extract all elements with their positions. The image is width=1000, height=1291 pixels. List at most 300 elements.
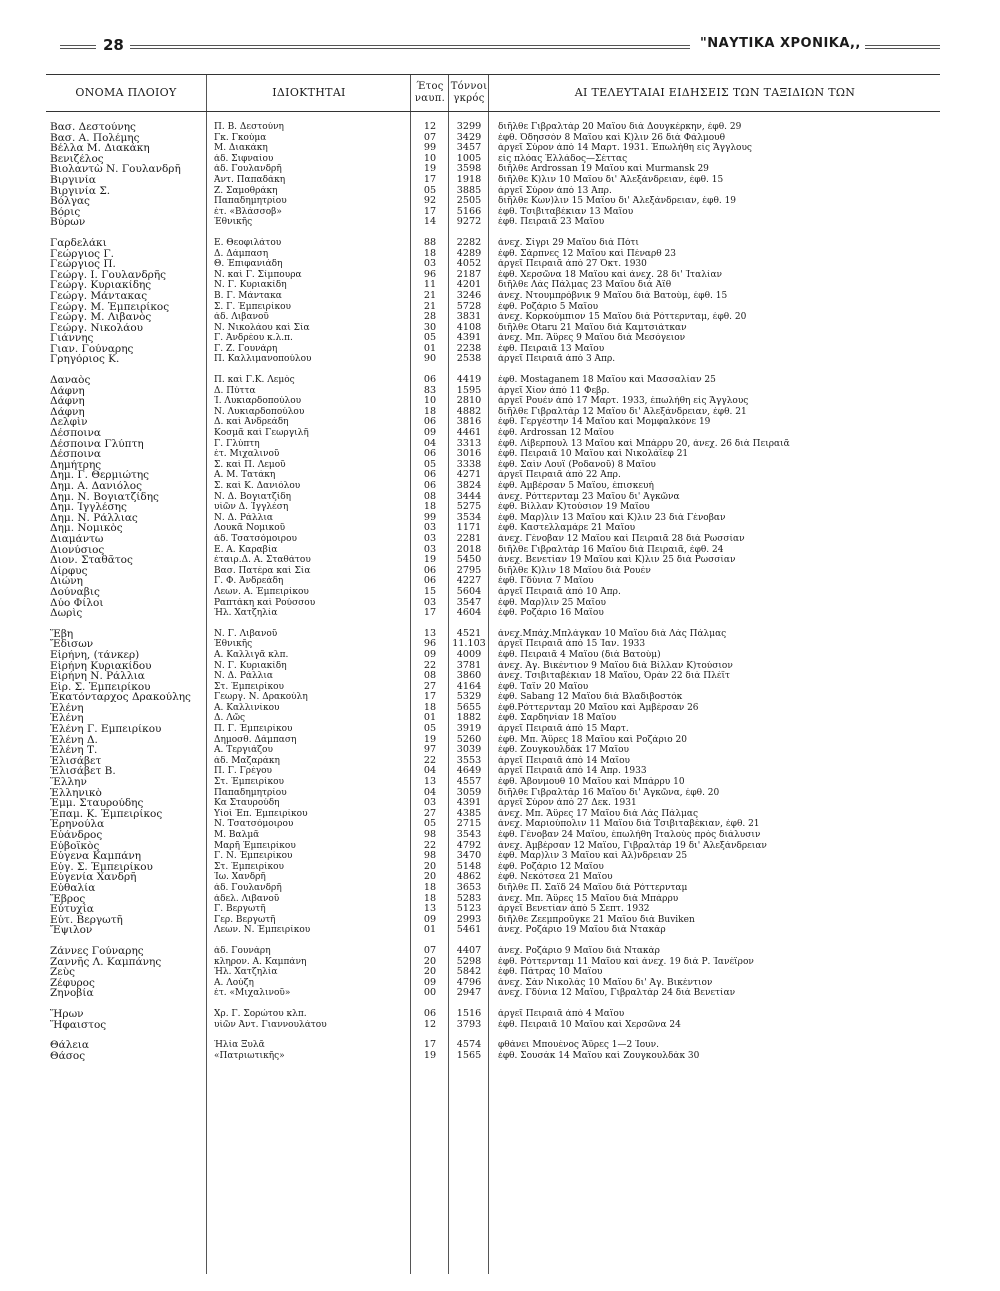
gross-tons: 5275 xyxy=(456,502,482,513)
gross-tons: 4108 xyxy=(456,322,482,333)
build-year: 13 xyxy=(423,628,437,639)
ship-owner: Ε. Α. Καραβία xyxy=(214,544,278,555)
voyage-news: ἐφθ. Πειραιᾶ 13 Μαΐου xyxy=(498,343,605,354)
table-row xyxy=(46,629,940,640)
build-year: 03 xyxy=(423,798,437,809)
table-row xyxy=(46,396,940,407)
table-row xyxy=(46,576,940,587)
ship-name: Εὐτ. Βεργωτῆ xyxy=(50,914,123,926)
table-row xyxy=(46,713,940,724)
ship-name: Ἑλένη xyxy=(50,713,84,725)
build-year: 08 xyxy=(423,671,437,682)
voyage-news: ἀνεχ. Ντουμπρόβνικ 9 Μαΐου διὰ Βατοὺμ, ἐφθ. 15 xyxy=(498,290,728,301)
table-row xyxy=(46,302,940,313)
voyage-news: ἐφθ. Ροζάριο 16 Μαΐου xyxy=(498,608,604,619)
gross-tons: 4419 xyxy=(456,375,482,386)
ship-name: Ἔδισων xyxy=(50,639,94,650)
build-year: 90 xyxy=(423,354,437,365)
gross-tons: 3598 xyxy=(456,164,482,175)
ship-owner: Ν. Γ. Λιβανοῦ xyxy=(214,628,278,639)
build-year: 10 xyxy=(423,153,437,164)
ship-owner: Λεων. Α. Ἐμπειρίκου xyxy=(214,586,309,597)
ship-owner: Π. Β. Δεστούνη xyxy=(214,122,284,132)
gross-tons: 2810 xyxy=(456,396,482,407)
table-row xyxy=(46,587,940,598)
gross-tons: 4227 xyxy=(456,576,482,587)
ship-owner: Κα Σταυρούδη xyxy=(214,798,280,809)
table-row xyxy=(46,988,940,999)
gross-tons: 5728 xyxy=(456,301,482,312)
ship-owner: Α. Τεργιάζου xyxy=(214,745,273,756)
ship-name: Εὐγενία Χανδρῆ xyxy=(50,872,137,883)
gross-tons: 4796 xyxy=(456,977,482,988)
voyage-news: ἐφθ. Ρόττερνταμ 11 Μαΐου καὶ ἀνεχ. 19 διὰ Ρ. Ἰανέϊρον xyxy=(498,956,754,967)
build-year: 18 xyxy=(423,702,437,713)
voyage-news: ἀργεῖ Πειραιᾶ ἀπὸ 10 Ἀπρ. xyxy=(498,586,621,597)
ship-owner: Ἰω. Χανδρῆ xyxy=(214,872,266,883)
table-row xyxy=(46,312,940,323)
ship-name: Ἥφαιστος xyxy=(50,1019,107,1031)
ship-name: Ἐλισάβετ Β. xyxy=(50,766,116,778)
table-row xyxy=(46,460,940,471)
ship-group xyxy=(46,629,940,936)
ship-name: Ἔψιλον xyxy=(50,925,93,936)
ship-name: Δελφὶν xyxy=(50,417,88,429)
table-row xyxy=(46,280,940,291)
table-row xyxy=(46,249,940,260)
ship-name: Θάσος xyxy=(50,1050,86,1062)
gross-tons: 2993 xyxy=(456,914,482,925)
voyage-news: ἀργεῖ Πειραιᾶ ἀπὸ 4 Μαΐου xyxy=(498,1008,625,1019)
ship-name: Γεώργ. Ι. Γουλανδρῆς xyxy=(50,269,167,281)
ship-name: Βασ. Δεστούνης xyxy=(50,122,136,133)
ship-name: Δημ. Γ. Θερμιώτης xyxy=(50,470,150,481)
build-year: 15 xyxy=(423,586,437,597)
voyage-news: ἐφθ. Ἄβονμουθ 10 Μαΐου καὶ Μπάρρυ 10 xyxy=(498,777,685,788)
ship-owner: Γκ. Γκούμα xyxy=(214,132,267,143)
ship-name: Εἰρ. Σ. Ἐμπειρίκου xyxy=(50,681,151,693)
ship-name: Δέσποινα xyxy=(50,428,102,439)
table-row xyxy=(46,417,940,428)
voyage-news: ἀργεῖ Σύρον ἀπὸ 14 Μαρτ. 1931. Ἐπωλήθη εἰς Ἄγγλους xyxy=(498,143,752,154)
ship-name: Εὐάνδρος xyxy=(50,830,103,841)
voyage-news: ἐφθ. Mostaganem 18 Μαΐου καὶ Μασσαλίαν 25 xyxy=(498,375,716,386)
build-year: 20 xyxy=(423,861,437,872)
build-year: 05 xyxy=(423,724,437,735)
voyage-news: ἀνεχ. Μπ. Ἄϋρες 9 Μαΐου διὰ Μεσόγειον xyxy=(498,333,686,344)
gross-tons: 4604 xyxy=(456,608,482,619)
column-header-news: ΑΙ ΤΕΛΕΥΤΑΙΑΙ ΕΙΔΗΣΕΙΣ ΤΩΝ ΤΑΞΙΔΙΩΝ ΤΩΝ xyxy=(574,86,856,99)
ship-owner: ἑτ. «Μιχαλινοῦ» xyxy=(214,988,291,999)
voyage-news: ἐφθ. Τσιβιταβέκιαν 13 Μαΐου xyxy=(498,206,634,217)
page-header xyxy=(60,36,940,58)
ship-name: Ἑλένη xyxy=(50,702,84,714)
ship-owner: Δημοσθ. Δάμπαση xyxy=(214,734,297,745)
gross-tons: 3016 xyxy=(456,449,482,460)
ship-name: Δούναβις xyxy=(50,586,100,598)
voyage-news: διῆλθε Κ)λιν 18 Μαΐου διὰ Ρουὲν xyxy=(498,565,651,576)
table-row xyxy=(46,133,940,144)
table-row xyxy=(46,692,940,703)
voyage-news: ἐφθ. Πάτρας 10 Μαΐου xyxy=(498,967,603,978)
gross-tons: 4271 xyxy=(456,470,482,481)
table-row xyxy=(46,428,940,439)
build-year: 06 xyxy=(423,375,437,386)
table-row xyxy=(46,894,940,905)
ship-name: Διον. Σταθᾶτος xyxy=(50,555,133,566)
gross-tons: 3313 xyxy=(456,438,482,449)
voyage-news: ἀργεῖ Πειραιᾶ ἀπὸ 27 Ὀκτ. 1930 xyxy=(498,259,647,270)
ship-name: Διονύσιος xyxy=(50,544,105,556)
ship-owner: Ν. Νικολάου καὶ Σία xyxy=(214,322,310,333)
ship-owner: ἀδ. Λιβανοῦ xyxy=(214,312,269,323)
table-row xyxy=(46,766,940,777)
ship-owner: Π. Γ. Γρέγου xyxy=(214,766,273,777)
ship-owner: Α. Καλλιγᾶ κλπ. xyxy=(214,649,289,660)
table-row xyxy=(46,978,940,989)
ship-owner: Μ. Διακάκη xyxy=(214,143,268,154)
ship-owner: Στ. Ἐμπειρίκου xyxy=(214,861,285,872)
table-row xyxy=(46,217,940,228)
gross-tons: 2187 xyxy=(456,269,482,280)
build-year: 01 xyxy=(423,713,437,724)
page-number: 28 xyxy=(103,36,124,54)
ship-owner: Ν. Δ. Ράλλια xyxy=(214,512,273,523)
ship-name: Βόρις xyxy=(50,206,81,218)
voyage-news: ἀργεῖ Βενετίαν ἀπὸ 5 Σεπτ. 1932 xyxy=(498,904,650,915)
build-year: 83 xyxy=(423,385,437,396)
ship-name: Ἑλληνικὸ xyxy=(50,787,102,799)
voyage-news: ἐφθ. Σαρδηνίαν 18 Μαΐου xyxy=(498,713,617,724)
ship-owner: ἀδ. Μαζαράκη xyxy=(214,755,280,766)
gross-tons: 2238 xyxy=(456,343,482,354)
gross-tons: 5604 xyxy=(456,586,482,597)
build-year: 97 xyxy=(423,745,437,756)
ship-owner: Μαρῆ Ἐμπειρίκου xyxy=(214,840,296,851)
voyage-news: ἐφθ. Γένοβαν 24 Μαΐου, ἐπωλήθη Ἰταλοὺς πρὸς διάλυσιν xyxy=(498,830,761,840)
ship-name: Δημ. Ν. Βογιατζίδης xyxy=(50,491,159,503)
ship-owner: Π. Γ. Ἐμπειρίκου xyxy=(214,724,293,735)
ship-owner: Ἰ. Λυκιαρδοπούλου xyxy=(214,396,302,407)
table-row xyxy=(46,967,940,978)
build-year: 18 xyxy=(423,893,437,904)
voyage-news: διῆλθε Γιβραλτὰρ 16 Μαΐου δι' Ἀγκῶνα, ἐφθ. 20 xyxy=(498,787,720,798)
table-row xyxy=(46,671,940,682)
table-row xyxy=(46,788,940,799)
ship-owner: Μ. Βαλμᾶ xyxy=(214,830,260,840)
ship-name: Γεώργιος Π. xyxy=(50,259,116,270)
voyage-news: ἀργεῖ Πειραιᾶ ἀπὸ 14 Μαΐου xyxy=(498,755,630,766)
voyage-news: ἐφθ. Ταΐν 20 Μαΐου xyxy=(498,681,589,692)
voyage-news: ἐφθ. Πειραιᾶ 10 Μαΐου καὶ Νικολάϊεφ 21 xyxy=(498,449,689,460)
build-year: 18 xyxy=(423,248,437,259)
table-row xyxy=(46,851,940,862)
ship-owner: Λουκᾶ Νομικοῦ xyxy=(214,523,286,534)
ship-owner: Α. Λούζη xyxy=(214,977,254,988)
ship-owner: Γ. Βεργωτῆ xyxy=(214,904,266,915)
build-year: 06 xyxy=(423,449,437,460)
voyage-news: ἀργεῖ Σύρον ἀπὸ 27 Δεκ. 1931 xyxy=(498,798,637,809)
gross-tons: 2018 xyxy=(456,544,482,555)
gross-tons: 3429 xyxy=(456,132,482,143)
voyage-news: ἐφθ. Γεργέστην 14 Μαΐου καὶ Μομφαλκόνε 19 xyxy=(498,417,711,428)
table-row xyxy=(46,872,940,883)
build-year: 05 xyxy=(423,459,437,470)
table-header xyxy=(46,74,940,112)
table-row xyxy=(46,270,940,281)
table-row xyxy=(46,745,940,756)
ship-owner: υἱῶν Ἀντ. Γιαννουλάτου xyxy=(214,1019,327,1030)
table-row xyxy=(46,661,940,672)
table-row xyxy=(46,1020,940,1031)
ship-owner: Σ. καὶ Π. Λεμοῦ xyxy=(214,459,286,470)
voyage-news: ἀνεχ. Μπ. Ἄϋρες 17 Μαΐου διὰ Λὰς Πάλμας xyxy=(498,808,699,819)
ship-name: Ἐρηνούλα xyxy=(50,819,105,830)
voyage-news: ἐφθ. Sabang 12 Μαΐου διὰ Βλαδιβοστόκ xyxy=(498,692,683,703)
voyage-news: ἀργεῖ Χίον ἀπὸ 11 Φεβρ. xyxy=(498,385,610,396)
table-row xyxy=(46,534,940,545)
gross-tons: 3816 xyxy=(456,417,482,428)
build-year: 99 xyxy=(423,143,437,154)
build-year: 06 xyxy=(423,481,437,491)
gross-tons: 4052 xyxy=(456,259,482,270)
build-year: 06 xyxy=(423,1008,437,1019)
gross-tons: 4792 xyxy=(456,840,482,851)
table-row xyxy=(46,809,940,820)
table-row xyxy=(46,883,940,894)
ship-name: Θάλεια xyxy=(50,1040,90,1051)
gross-tons: 4882 xyxy=(456,406,482,417)
column-header-owner: ΙΔΙΟΚΤΗΤΑΙ xyxy=(272,86,346,99)
build-year: 06 xyxy=(423,470,437,481)
build-year: 03 xyxy=(423,597,437,608)
table-row xyxy=(46,830,940,841)
build-year: 17 xyxy=(423,174,437,185)
ship-owner: υἱῶν Δ. Ἰγγλέση xyxy=(214,502,289,513)
ship-group xyxy=(46,1040,940,1061)
gross-tons: 2715 xyxy=(456,819,482,830)
table-row xyxy=(46,470,940,481)
gross-tons: 3444 xyxy=(456,491,482,502)
ship-owner: Γ. Ν. Ἐμπειρίκου xyxy=(214,851,293,862)
header-rule-middle xyxy=(130,45,690,49)
ship-name: Εἰρήνη Κυριακίδου xyxy=(50,660,152,672)
voyage-news: ἐφθ. Νεκότσεα 21 Μαΐου xyxy=(498,872,613,883)
build-year: 03 xyxy=(423,523,437,534)
voyage-news: ἀνεχ. Ἀμβέρσαν 12 Μαΐου, Γιβραλτὰρ 19 δι' Ἀλεξάνδρειαν xyxy=(498,840,767,851)
voyage-news: ἀνεχ. Ροζάριο 19 Μαΐου διὰ Ντακὰρ xyxy=(498,925,666,936)
gross-tons: 4649 xyxy=(456,766,482,777)
gross-tons: 3824 xyxy=(456,481,482,491)
gross-tons: 5329 xyxy=(456,692,482,703)
ship-name: Ἐλισάβετ xyxy=(50,755,102,767)
ship-name: Ζέφυρος xyxy=(50,977,95,989)
table-row xyxy=(46,735,940,746)
ship-owner: Ἀντ. Παπαδάκη xyxy=(214,174,286,185)
gross-tons: 2947 xyxy=(456,988,482,999)
ship-name: Βόλγας xyxy=(50,196,90,207)
ship-name: Εὐθαλία xyxy=(50,882,96,894)
build-year: 05 xyxy=(423,819,437,830)
ship-name: Γρηγόριος Κ. xyxy=(50,354,120,366)
ship-name: Δέσποινα Γλύπτη xyxy=(50,438,144,450)
ship-owner: ἀδελ. Λιβανοῦ xyxy=(214,893,280,904)
ship-name: Γεώργ. Μ. Ἐμπειρίκος xyxy=(50,301,170,313)
table-row xyxy=(46,756,940,767)
column-header-name: ΟΝΟΜΑ ΠΛΟΙΟΥ xyxy=(75,86,177,99)
ship-name: Ἑκατόνταρχος Δρακούλης xyxy=(50,692,191,703)
ship-name: Δωρὶς xyxy=(50,608,83,619)
gross-tons: 1516 xyxy=(456,1008,482,1019)
gross-tons: 3885 xyxy=(456,185,482,196)
ship-name: Βενιζέλος xyxy=(50,153,104,165)
ship-owner: ἀδ. Τσατσόμοιρου xyxy=(214,533,297,544)
build-year: 17 xyxy=(423,692,437,703)
build-year: 17 xyxy=(423,608,437,619)
gross-tons: 2505 xyxy=(456,196,482,207)
gross-tons: 1171 xyxy=(456,523,482,534)
gross-tons: 3793 xyxy=(456,1019,482,1030)
table-row xyxy=(46,481,940,492)
ship-group xyxy=(46,946,940,999)
ship-owner: Ἡλ. Χατζηλία xyxy=(214,608,278,619)
gross-tons: 3457 xyxy=(456,143,482,154)
ship-owner: Παπαδημητρίου xyxy=(214,787,287,798)
ship-group xyxy=(46,375,940,619)
ship-owner: Α. Καλλινίκου xyxy=(214,702,280,713)
voyage-news: διῆλθε Κ)λιν 10 Μαΐου δι' Ἀλεξάνδρειαν, ἐφθ. 15 xyxy=(498,174,724,185)
build-year: 27 xyxy=(423,808,437,819)
ship-name: Δύο Φίλοι xyxy=(50,597,104,609)
build-year: 04 xyxy=(423,787,437,798)
gross-tons: 2282 xyxy=(456,237,482,248)
voyage-news: ἀνεχ. Τσιβιταβέκιαν 18 Μαΐου, Ὀρὰν 22 διὰ Πλέϊτ xyxy=(498,671,731,682)
ship-owner: Γ. Φ. Ἀνδρεάδη xyxy=(214,576,284,587)
ship-owner: Ν. Τσατσόμοιρου xyxy=(214,819,294,830)
voyage-news: ἀργεῖ Πειραιᾶ ἀπὸ 15 Ἰαν. 1933 xyxy=(498,639,646,650)
ship-name: Εὐβοϊκὸς xyxy=(50,840,100,852)
gross-tons: 4557 xyxy=(456,777,482,788)
ship-name: Γιάννης xyxy=(50,333,94,344)
build-year: 19 xyxy=(423,164,437,175)
gross-tons: 5166 xyxy=(456,206,482,217)
table-row xyxy=(46,143,940,154)
ship-owner: Ν. Δ. Βογιατζίδη xyxy=(214,491,292,502)
voyage-news: ἀνεχ. Σίγρι 29 Μαΐου διὰ Πότι xyxy=(498,237,639,248)
table-row xyxy=(46,407,940,418)
ship-owner: Θ. Ἐπιφανιάδη xyxy=(214,259,283,270)
ship-name: Ἕλλην xyxy=(50,777,87,788)
voyage-news: ἀνεχ. Μπ. Ἄϋρες 15 Μαΐου διὰ Μπάρρυ xyxy=(498,893,679,904)
build-year: 21 xyxy=(423,301,437,312)
build-year: 14 xyxy=(423,217,437,228)
table-row xyxy=(46,186,940,197)
voyage-news: ἀργεῖ Πειραιᾶ ἀπὸ 15 Μαρτ. xyxy=(498,724,629,735)
ship-name: Δημήτρης xyxy=(50,459,102,471)
build-year: 03 xyxy=(423,533,437,544)
table-row xyxy=(46,650,940,661)
ship-owner: Γ. Ἀνδρέου κ.λ.π. xyxy=(214,333,293,344)
voyage-news: ἐφθ. Ὀδησσὸν 8 Μαΐου καὶ Κ)λιν 26 διὰ Φάλμουθ xyxy=(498,132,726,143)
gross-tons: 3059 xyxy=(456,787,482,798)
gross-tons: 3553 xyxy=(456,755,482,766)
build-year: 00 xyxy=(423,988,437,999)
gross-tons: 3860 xyxy=(456,671,482,682)
build-year: 21 xyxy=(423,290,437,301)
build-year: 01 xyxy=(423,925,437,936)
gross-tons: 5298 xyxy=(456,956,482,967)
table-row xyxy=(46,555,940,566)
gross-tons: 5260 xyxy=(456,734,482,745)
build-year: 98 xyxy=(423,851,437,862)
build-year: 04 xyxy=(423,766,437,777)
build-year: 12 xyxy=(423,122,437,132)
voyage-news: διῆλθε Γιβραλτὰρ 20 Μαΐου διὰ Δουγκέρκην, ἐφθ. 29 xyxy=(498,122,742,132)
build-year: 10 xyxy=(423,396,437,407)
build-year: 05 xyxy=(423,185,437,196)
table-row xyxy=(46,598,940,609)
header-rule-right xyxy=(865,45,940,49)
ship-name: Βασ. Α. Πολέμης xyxy=(50,132,140,144)
voyage-news: ἐφθ. Πειραιᾶ 4 Μαΐου (διὰ Βατοὺμ) xyxy=(498,649,661,660)
voyage-news: ἀργεῖ Ρουὲν ἀπὸ 17 Μαρτ. 1933, ἐπωλήθη εἰς Ἄγγλους xyxy=(498,396,749,407)
table-row xyxy=(46,946,940,957)
gross-tons: 5148 xyxy=(456,861,482,872)
voyage-news: ἀνεχ. Κορκούμπιον 15 Μαΐου διὰ Ρόττερνταμ, ἐφθ. 20 xyxy=(498,312,747,323)
ship-owner: Ἐθνικῆς xyxy=(214,217,253,228)
ship-name: Ζαννῆς Λ. Καμπάνης xyxy=(50,956,162,968)
build-year: 17 xyxy=(423,1040,437,1051)
voyage-news: ἐφθ. Ροζάριο 12 Μαΐου xyxy=(498,861,604,872)
table-row xyxy=(46,523,940,534)
ship-owner: Βασ. Πατέρα καὶ Σία xyxy=(214,565,311,576)
voyage-news: ἀνεχ. Ἀγ. Βικέντιον 9 Μαΐου διὰ Βίλλαν Κ)τούσιον xyxy=(498,660,733,671)
voyage-news: φθάνει Μπουένος Ἄϋρες 1—2 Ἰουν. xyxy=(498,1040,659,1051)
voyage-news: ἀνεχ. Μαριούπολιν 11 Μαΐου διὰ Τσιβιταβέκιαν, ἐφθ. 21 xyxy=(498,819,760,830)
build-year: 19 xyxy=(423,734,437,745)
table-row xyxy=(46,333,940,344)
gross-tons: 2538 xyxy=(456,354,482,365)
table-row xyxy=(46,354,940,365)
gross-tons: 4574 xyxy=(456,1040,482,1051)
voyage-news: ἐφθ. Χερσῶνα 18 Μαΐου καὶ ἀνεχ. 28 δι' Ἰταλίαν xyxy=(498,269,723,280)
ship-name: Βιργινία Σ. xyxy=(50,185,111,197)
gross-tons: 3534 xyxy=(456,512,482,523)
ship-name: Βέλλα Μ. Διακάκη xyxy=(50,143,150,154)
ship-name: Ἑλένη Δ. xyxy=(50,734,98,746)
voyage-news: ἐφθ. Ἀμβέρσαν 5 Μαΐου, ἐπισκευή xyxy=(498,481,654,491)
voyage-news: ἀνεχ. Σὰν Νικολὰς 10 Μαΐου δι' Ἀγ. Βικέντιον xyxy=(498,977,713,988)
gross-tons: 3338 xyxy=(456,459,482,470)
gross-tons: 3547 xyxy=(456,597,482,608)
voyage-news: ἀργεῖ Πειραιᾶ ἀπὸ 3 Ἀπρ. xyxy=(498,354,616,365)
gross-tons: 4391 xyxy=(456,333,482,344)
voyage-news: ἐφθ. Ροζάριο 5 Μαΐου xyxy=(498,301,599,312)
ship-owner: ἀδ. Γουλανδρῆ xyxy=(214,164,282,175)
ship-owner: Υἱοὶ Ἐπ. Ἐμπειρίκου xyxy=(214,808,308,819)
build-year: 13 xyxy=(423,904,437,915)
build-year: 03 xyxy=(423,259,437,270)
gross-tons: 5461 xyxy=(456,925,482,936)
ship-owner: Δ. Λῶς xyxy=(214,713,246,724)
gross-tons: 3919 xyxy=(456,724,482,735)
ship-name: Γαρδελάκι xyxy=(50,237,107,249)
voyage-news: ἀργεῖ Πειραιᾶ ἀπὸ 14 Ἀπρ. 1933 xyxy=(498,766,647,777)
build-year: 92 xyxy=(423,196,437,207)
table-row xyxy=(46,862,940,873)
ships-table xyxy=(46,74,940,1061)
gross-tons: 11.103 xyxy=(452,639,486,650)
